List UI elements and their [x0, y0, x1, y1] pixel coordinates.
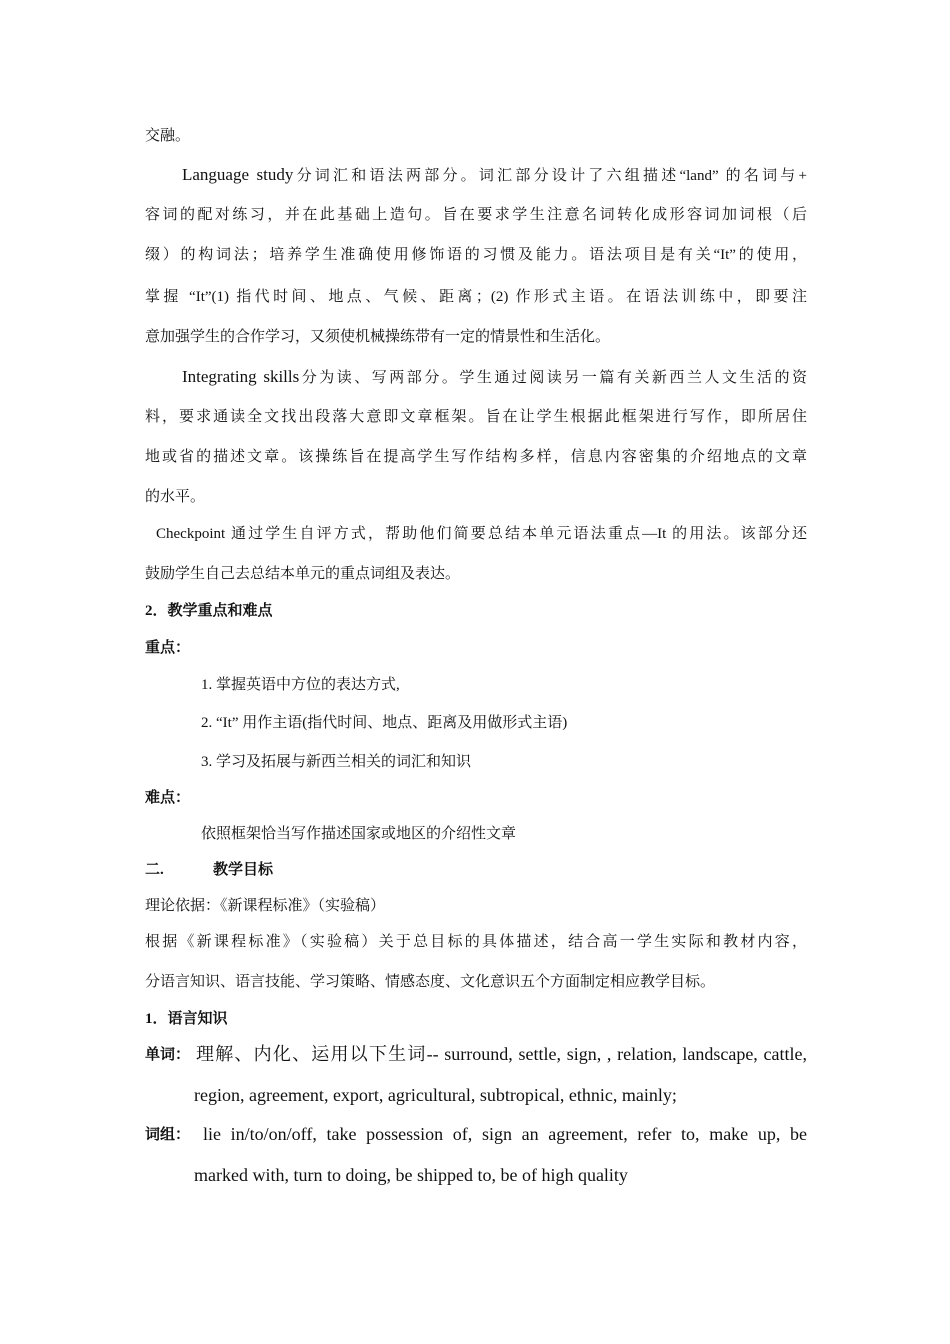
integrating-line-4: 的水平。	[145, 489, 206, 505]
integrating-text-1: 分为读、写两部分。学生通过阅读另一篇有关新西兰人文生活的资	[299, 370, 807, 386]
label-difficult-points: 难点：	[145, 790, 191, 806]
language-study-line-4: 掌握 “It”(1) 指代时间、地点、气候、距离；(2) 作形式主语。在语法训练中，即要注	[145, 289, 807, 305]
phrases-line-1: lie in/to/on/off, take possession of, sign an agreement, refer to, make up, be	[203, 1124, 807, 1144]
phrases-line-2: marked with, turn to doing, be shipped to, be of high quality	[194, 1165, 628, 1185]
heading-focus: 2．教学重点和难点	[145, 603, 273, 619]
basis-line-2: 分语言知识、语言技能、学习策略、情感态度、文化意识五个方面制定相应教学目标。	[145, 974, 716, 990]
language-study-lead: Language study	[182, 165, 294, 184]
language-study-line-2: 容词的配对练习，并在此基础上造句。旨在要求学生注意名词转化成形容词加词根（后	[145, 207, 807, 223]
intro-end-text: 交融。	[145, 128, 191, 144]
checkpoint-line-2: 鼓励学生自己去总结本单元的重点词组及表达。	[145, 566, 461, 582]
section-two-number: 二.	[145, 862, 164, 878]
phrases-label	[145, 1125, 200, 1145]
difficult-point: 依照框架恰当写作描述国家或地区的介绍性文章	[201, 826, 517, 842]
language-study-line-1	[182, 165, 807, 186]
words-label-text: 单词：	[145, 1047, 191, 1063]
integrating-line-3: 地或省的描述文章。该操练旨在提高学生写作结构多样，信息内容密集的介绍地点的文章	[145, 449, 807, 465]
language-study-line-3: 缀）的构词法；培养学生准确使用修饰语的习惯及能力。语法项目是有关“It”的使用，	[145, 247, 807, 263]
section-two-title: 教学目标	[213, 862, 274, 878]
key-point-3: 3. 学习及拓展与新西兰相关的词汇和知识	[201, 754, 472, 770]
key-point-2: 2. “It” 用作主语(指代时间、地点、距离及用做形式主语)	[201, 715, 568, 731]
language-study-text-1: 分词汇和语法两部分。词汇部分设计了六组描述“land” 的名词与+	[293, 168, 807, 184]
words-line-1: 理解、内化、运用以下生词-- surround, settle, sign, , relation, landscape, cattle,	[196, 1044, 807, 1064]
label-key-points: 重点：	[145, 640, 191, 656]
language-study-line-5: 意加强学生的合作学习，又须使机械操练带有一定的情景性和生活化。	[145, 329, 611, 345]
key-point-1: 1. 掌握英语中方位的表达方式,	[201, 677, 400, 693]
integrating-line-1	[182, 367, 807, 388]
integrating-lead: Integrating skills	[182, 367, 300, 386]
theory-basis: 理论依据：《新课程标准》（实验稿）	[145, 898, 386, 914]
checkpoint-line-1: Checkpoint 通过学生自评方式，帮助他们简要总结本单元语法重点—It 的用法。该部分还	[156, 526, 807, 542]
words-line-2: region, agreement, export, agricultural, subtropical, ethnic, mainly;	[194, 1085, 677, 1105]
heading-language-knowledge: 1．语言知识	[145, 1011, 228, 1027]
words-label	[145, 1045, 195, 1065]
basis-line-1: 根据《新课程标准》（实验稿）关于总目标的具体描述，结合高一学生实际和教材内容，	[145, 934, 807, 950]
phrases-label-text: 词组：	[145, 1127, 191, 1143]
integrating-line-2: 料，要求通读全文找出段落大意即文章框架。旨在让学生根据此框架进行写作，即所居住	[145, 409, 807, 425]
